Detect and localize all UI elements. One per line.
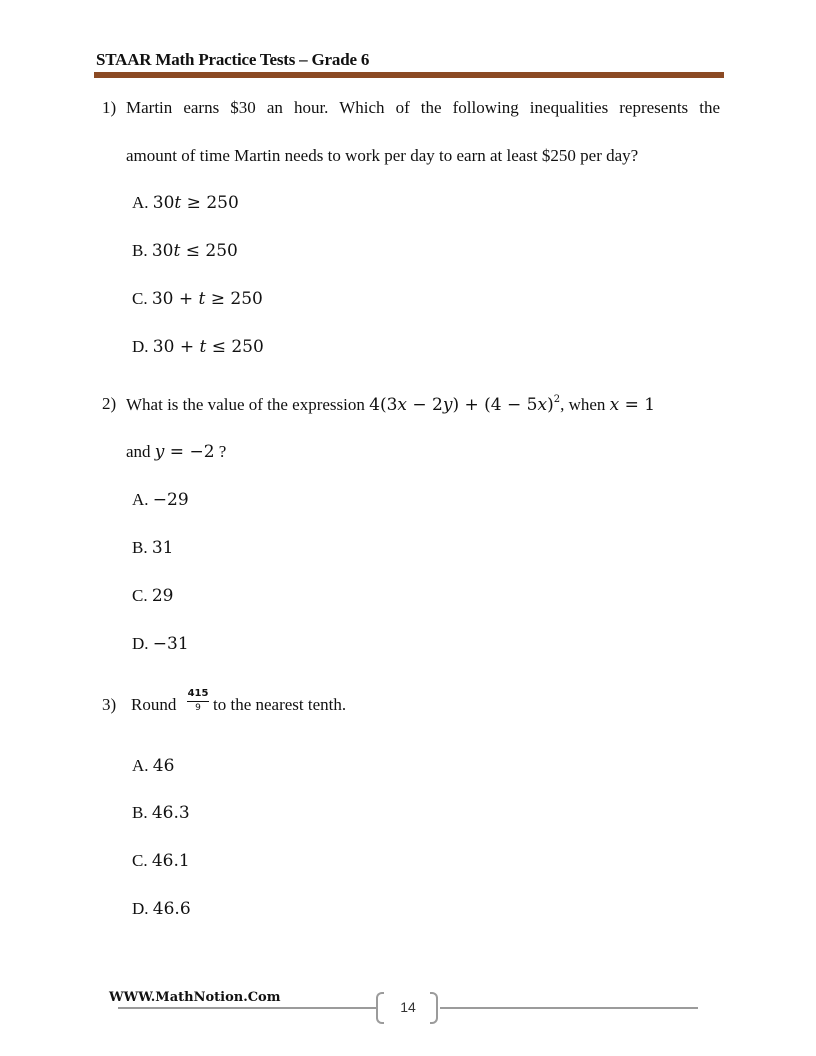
question-2-option-d[interactable] xyxy=(132,634,189,654)
option-letter: A. xyxy=(132,756,149,775)
option-letter: D. xyxy=(132,899,149,918)
option-value: −29 xyxy=(152,490,189,510)
option-letter: C. xyxy=(132,289,148,308)
page-number-right-bracket xyxy=(430,992,438,1024)
option-value: 31 xyxy=(151,538,174,558)
question-3-option-a[interactable] xyxy=(132,756,174,776)
question-1-number: 1) xyxy=(102,98,117,117)
option-letter: C. xyxy=(132,851,148,870)
option-math: 30 + t ≥ 250 xyxy=(151,289,263,309)
option-value: 46.3 xyxy=(151,803,190,823)
option-value: 29 xyxy=(151,586,174,606)
fraction-denominator: 9 xyxy=(195,703,201,713)
fraction-bar xyxy=(187,701,209,702)
question-2-expression: $4(3x - 2y) + (4 - 5x)^2$ xyxy=(369,394,561,415)
question-2-number: 2) xyxy=(102,394,117,413)
question-1-option-d[interactable] xyxy=(132,337,264,357)
page-header-title: STAAR Math Practice Tests – Grade 6 xyxy=(96,50,370,69)
question-2-text-line1: What is the value of the expression $4(3x - 2y) + (4 - 5x)^2$, when x = 1 xyxy=(126,394,656,415)
question-1-text-line1: Martin earns $30 an hour. Which of the following inequalities represents the xyxy=(126,98,720,117)
question-2-option-a[interactable] xyxy=(132,490,189,510)
question-2-option-c[interactable] xyxy=(132,586,173,606)
question-3-option-d[interactable] xyxy=(132,899,191,919)
question-2-text-line2: and y = −2 ? xyxy=(126,442,227,462)
question-3-suffix: to the nearest tenth. xyxy=(213,695,347,714)
option-letter: A. xyxy=(132,490,149,509)
question-3-fraction xyxy=(187,688,209,714)
question-1-option-a[interactable] xyxy=(132,193,239,213)
option-letter: B. xyxy=(132,538,148,557)
fraction-numerator: 415 xyxy=(187,688,209,699)
footer-website: WWW.MathNotion.Com xyxy=(109,990,281,1005)
option-letter: B. xyxy=(132,803,148,822)
question-3-option-b[interactable] xyxy=(132,803,190,823)
question-3-prefix: Round xyxy=(131,695,177,714)
option-letter: A. xyxy=(132,193,149,212)
question-1-option-b[interactable] xyxy=(132,241,238,261)
option-value: 46 xyxy=(152,756,175,776)
header-divider xyxy=(94,72,724,78)
question-1-text-line2: amount of time Martin needs to work per day to earn at least $250 per day? xyxy=(126,146,639,165)
page-number-left-bracket xyxy=(376,992,384,1024)
question-2-option-b[interactable] xyxy=(132,538,173,558)
option-value: −31 xyxy=(152,634,189,654)
option-letter: D. xyxy=(132,337,149,356)
option-letter: B. xyxy=(132,241,148,260)
option-letter: C. xyxy=(132,586,148,605)
option-value: 46.6 xyxy=(152,899,191,919)
footer-divider-left xyxy=(118,1007,376,1009)
option-math: 30 + t ≤ 250 xyxy=(152,337,264,357)
option-value: 46.1 xyxy=(151,851,190,871)
question-3-option-c[interactable] xyxy=(132,851,190,871)
option-math: 30t ≥ 250 xyxy=(152,193,239,213)
option-math: 30t ≤ 250 xyxy=(151,241,238,261)
page-number: 14 xyxy=(400,999,416,1015)
question-3-number: 3) xyxy=(102,695,117,714)
footer-divider-right xyxy=(440,1007,698,1009)
option-letter: D. xyxy=(132,634,149,653)
question-1-option-c[interactable] xyxy=(132,289,263,309)
